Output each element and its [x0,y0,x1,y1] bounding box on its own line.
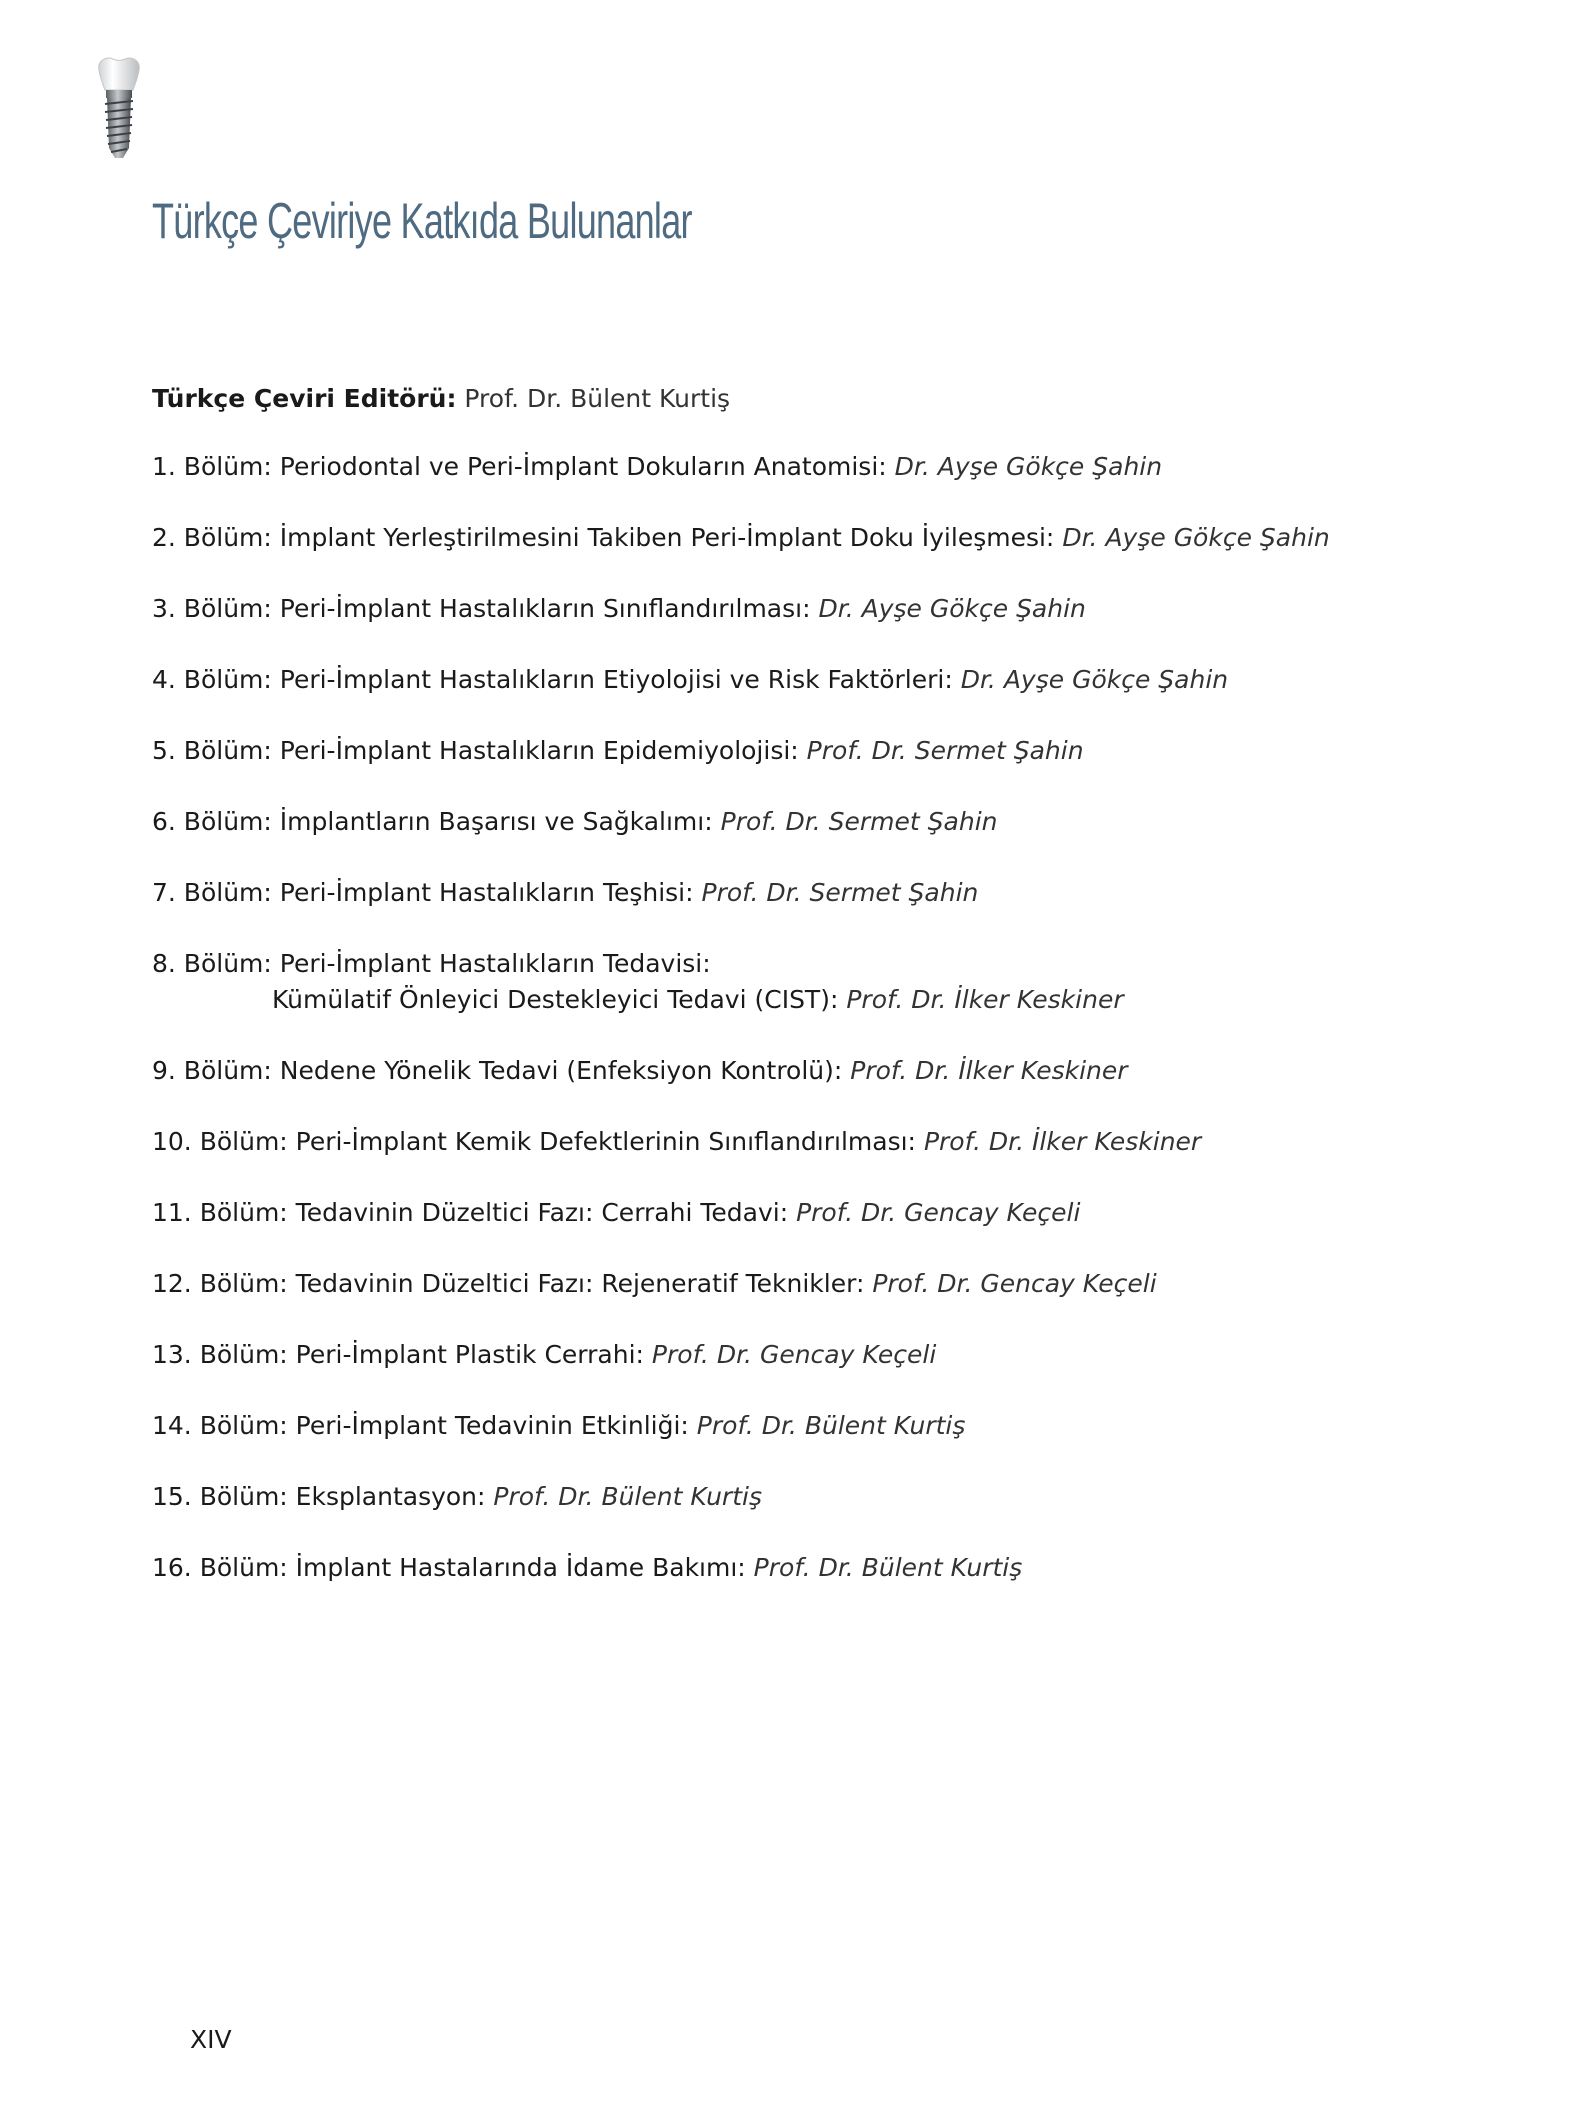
editor-line [152,378,1502,420]
page-title: Türkçe Çeviriye Katkıda Bulunanlar [152,193,692,249]
chapter-contributor: Prof. Dr. Bülent Kurtiş [753,1553,1023,1582]
chapter-item-8 [152,946,1502,1018]
chapter-contributor: Prof. Dr. Sermet Şahin [701,878,979,907]
chapter-title-line2: Kümülatif Önleyici Destekleyici Tedavi (CIST): [272,985,839,1014]
chapter-item-13 [152,1337,1502,1373]
chapter-title: 7. Bölüm: Peri-İmplant Hastalıkların Teşhisi: [152,878,694,907]
chapter-item-5 [152,733,1502,769]
chapter-title: 6. Bölüm: İmplantların Başarısı ve Sağkalımı: [152,807,713,836]
chapter-title: 8. Bölüm: Peri-İmplant Hastalıkların Tedavisi: [152,949,711,978]
chapter-contributor: Prof. Dr. Sermet Şahin [806,736,1084,765]
chapter-title: 2. Bölüm: İmplant Yerleştirilmesini Takiben Peri-İmplant Doku İyileşmesi: [152,523,1055,552]
chapter-item-2 [152,520,1502,556]
contributors-section [152,378,1502,1621]
chapter-item-15 [152,1479,1502,1515]
chapter-title: 10. Bölüm: Peri-İmplant Kemik Defektlerinin Sınıflandırılması: [152,1127,916,1156]
chapter-contributor: Prof. Dr. Bülent Kurtiş [493,1482,762,1511]
chapter-contributor: Dr. Ayşe Gökçe Şahin [894,452,1163,481]
chapter-item-6 [152,804,1502,840]
chapter-contributor: Prof. Dr. Gencay Keçeli [796,1198,1081,1227]
chapter-title: 15. Bölüm: Eksplantasyon: [152,1482,486,1511]
chapter-title: 11. Bölüm: Tedavinin Düzeltici Fazı: Cerrahi Tedavi: [152,1198,789,1227]
chapter-contributor: Prof. Dr. İlker Keskiner [846,985,1124,1014]
chapter-item-14 [152,1408,1502,1444]
chapter-item-11 [152,1195,1502,1231]
chapter-title: 4. Bölüm: Peri-İmplant Hastalıkların Etiyolojisi ve Risk Faktörleri: [152,665,953,694]
chapter-contributor: Dr. Ayşe Gökçe Şahin [1062,523,1330,552]
chapter-contributor: Prof. Dr. İlker Keskiner [923,1127,1202,1156]
chapter-item-16 [152,1550,1502,1586]
chapter-contributor: Prof. Dr. Gencay Keçeli [872,1269,1157,1298]
chapter-contributor: Prof. Dr. Bülent Kurtiş [696,1411,966,1440]
chapter-item-3 [152,591,1502,627]
dental-implant-icon [93,56,145,162]
editor-name: Prof. Dr. Bülent Kurtiş [464,384,731,413]
chapter-subtitle-line [152,982,1502,1018]
chapter-contributor: Dr. Ayşe Gökçe Şahin [960,665,1229,694]
chapter-contributor: Prof. Dr. Gencay Keçeli [651,1340,937,1369]
chapter-item-10 [152,1124,1502,1160]
chapter-item-7 [152,875,1502,911]
chapter-title: 14. Bölüm: Peri-İmplant Tedavinin Etkinliği: [152,1411,689,1440]
chapter-title: 13. Bölüm: Peri-İmplant Plastik Cerrahi: [152,1340,644,1369]
chapter-item-12 [152,1266,1502,1302]
chapter-list [152,449,1502,1586]
editor-label: Türkçe Çeviri Editörü: [152,384,457,413]
chapter-contributor: Dr. Ayşe Gökçe Şahin [818,594,1086,623]
chapter-title: 5. Bölüm: Peri-İmplant Hastalıkların Epidemiyolojisi: [152,736,799,765]
chapter-contributor: Prof. Dr. İlker Keskiner [850,1056,1128,1085]
chapter-item-9 [152,1053,1502,1089]
chapter-item-1 [152,449,1502,485]
chapter-title: 12. Bölüm: Tedavinin Düzeltici Fazı: Rejeneratif Teknikler: [152,1269,865,1298]
page-number: XIV [190,2025,232,2054]
chapter-title: 3. Bölüm: Peri-İmplant Hastalıkların Sınıflandırılması: [152,594,811,623]
chapter-title: 9. Bölüm: Nedene Yönelik Tedavi (Enfeksiyon Kontrolü): [152,1056,843,1085]
chapter-item-4 [152,662,1502,698]
chapter-contributor: Prof. Dr. Sermet Şahin [720,807,998,836]
chapter-title: 1. Bölüm: Periodontal ve Peri-İmplant Dokuların Anatomisi: [152,452,887,481]
chapter-title: 16. Bölüm: İmplant Hastalarında İdame Bakımı: [152,1553,746,1582]
